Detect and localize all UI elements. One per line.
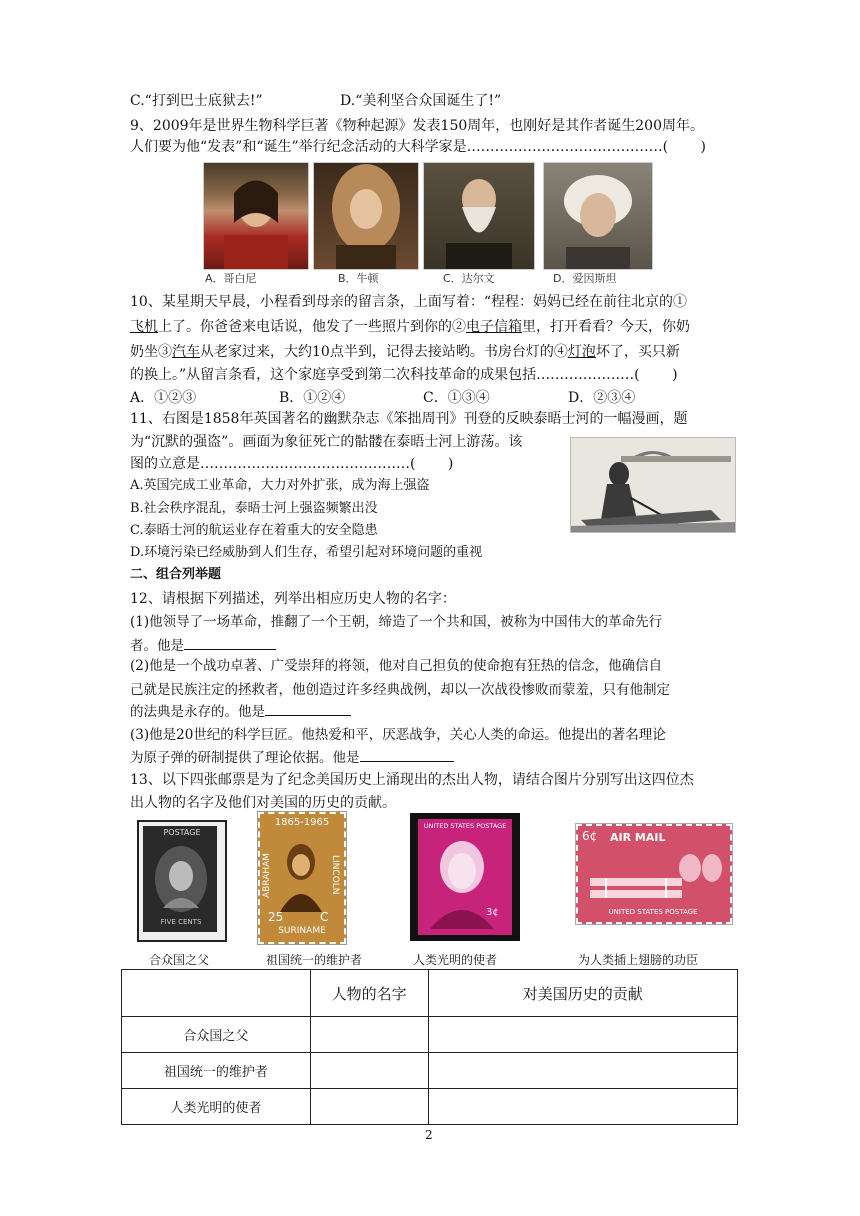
q10-line2 xyxy=(130,317,690,337)
stamp2-last-name: LINCOLN xyxy=(330,855,340,895)
q11-line2: 为“沉默的强盗”。画面为象征死亡的骷髅在泰晤士河上游荡。该 xyxy=(130,434,523,450)
stamp3-top-text: UNITED STATES POSTAGE xyxy=(423,822,507,830)
stamp3-value: 3¢ xyxy=(486,907,499,918)
table-row-label: 合众国之父 xyxy=(122,1017,311,1053)
q10-text: 里，打开看看？今天，你奶 xyxy=(522,319,690,335)
q12-p3-prefix: 为原子弹的研制提供了理论依据。他是 xyxy=(130,750,360,766)
q10-text: 从老家过来，大约10点半到，记得去接站哟。书房台灯的④ xyxy=(200,344,568,360)
contribution-answer-cell[interactable] xyxy=(428,1053,738,1089)
q12-answer-3-blank[interactable] xyxy=(360,747,454,762)
q13-line2: 出人物的名字及他们对美国的历史的贡献。 xyxy=(130,795,396,811)
q10-option-b: B．①②④ xyxy=(279,390,346,406)
darwin-figure xyxy=(424,163,534,269)
edison-stamp xyxy=(410,813,520,941)
einstein-portrait xyxy=(543,162,653,270)
q12-intro: 12、请根据下列描述，列举出相应历史人物的名字： xyxy=(130,591,456,607)
cartoon-drawing xyxy=(571,438,735,532)
q9-line2: 人们要为他“发表”和“诞生”举行纪念活动的大科学家是……………………………………( ) xyxy=(130,139,707,155)
newton-figure xyxy=(314,163,418,269)
q11-option-d: D.环境污染已经威胁到人们生存，希望引起对环境问题的重视 xyxy=(130,545,483,560)
table-row xyxy=(122,1089,738,1125)
q10-underline-email: 电子信箱 xyxy=(466,319,522,335)
q9-caption-b: B．牛顿 xyxy=(338,272,379,285)
q12-p2-line3 xyxy=(130,701,351,722)
q10-line3 xyxy=(130,342,680,362)
q12-p2-prefix: 的法典是永存的。他是 xyxy=(130,704,265,720)
washington-stamp xyxy=(137,820,227,942)
q12-p3-line2 xyxy=(130,747,454,768)
q12-p3-line1: (3)他是20世纪的科学巨匠。他热爱和平，厌恶战争，关心人类的命运。他提出的著名理论 xyxy=(130,727,666,743)
q12-p1-prefix: 者。他是 xyxy=(130,638,184,654)
page-number: 2 xyxy=(425,1128,433,1142)
name-answer-cell[interactable] xyxy=(310,1053,428,1089)
q10-underline-plane: 飞机 xyxy=(130,319,158,335)
table-header-name: 人物的名字 xyxy=(310,970,428,1017)
q10-line4: 的换上。”从留言条看，这个家庭享受到第二次科技革命的成果包括…………………( ) xyxy=(130,367,678,383)
answer-table xyxy=(121,969,738,1125)
stamp1-top-text: POSTAGE xyxy=(163,828,201,837)
stamp2-years: 1865-1965 xyxy=(274,817,330,828)
lincoln-portrait-icon xyxy=(276,832,326,912)
stamp-caption-1: 合众国之父 xyxy=(149,953,210,967)
q10-underline-bulb: 灯泡 xyxy=(567,344,596,360)
lincoln-stamp xyxy=(258,812,346,944)
stamp2-value: 25 xyxy=(268,910,284,924)
stamp1-bottom-text: FIVE CENTS xyxy=(160,918,202,926)
airplane-and-portraits-icon xyxy=(586,846,722,906)
table-row-label: 人类光明的使者 xyxy=(122,1089,311,1125)
q9-caption-d: D．爱因斯坦 xyxy=(553,272,617,285)
stamp-caption-4: 为人类插上翅膀的功臣 xyxy=(578,953,699,967)
copernicus-portrait xyxy=(203,162,309,270)
name-answer-cell[interactable] xyxy=(310,1017,428,1053)
stamp2-first-name: ABRAHAM xyxy=(262,852,272,898)
einstein-figure xyxy=(544,163,652,269)
q10-option-c: C．①③④ xyxy=(423,390,490,406)
table-header-row xyxy=(122,970,738,1017)
q12-answer-1-blank[interactable] xyxy=(184,635,276,650)
q10-option-a: A．①②③ xyxy=(130,390,197,406)
stamp2-unit: C xyxy=(320,910,329,924)
stamp2-country: SURINAME xyxy=(278,926,326,936)
washington-portrait-icon xyxy=(153,844,209,914)
stamp-caption-2: 祖国统一的维护者 xyxy=(266,953,363,967)
table-header-blank xyxy=(122,970,311,1017)
q10-text: 上了。你爸爸来电话说，他发了一些照片到你的② xyxy=(158,319,466,335)
q11-option-b: B.社会秩序混乱，泰晤士河上强盗频繁出没 xyxy=(130,501,378,516)
table-row-label: 祖国统一的维护者 xyxy=(122,1053,311,1089)
stamp-caption-3: 人类光明的使者 xyxy=(413,953,498,967)
q11-option-c: C.泰晤士河的航运业存在着重大的安全隐患 xyxy=(130,523,378,538)
wright-brothers-stamp xyxy=(576,824,732,924)
q12-p1-line1: (1)他领导了一场革命，推翻了一个王朝，缔造了一个共和国，被称为中国伟大的革命先行 xyxy=(130,614,663,630)
stamp4-value: 6¢ xyxy=(582,829,598,843)
q9-caption-a: A．哥白尼 xyxy=(205,272,257,285)
table-row xyxy=(122,1053,738,1089)
silent-highwayman-cartoon xyxy=(570,437,736,533)
q13-line1: 13、以下四张邮票是为了纪念美国历史上涌现出的杰出人物，请结合图片分别写出这四位杰 xyxy=(130,772,694,788)
q12-p1-line2 xyxy=(130,635,276,656)
q11-line1: 11、右图是1858年英国著名的幽默杂志《笨拙周刊》刊登的反映泰晤士河的一幅漫画，题 xyxy=(130,411,688,427)
q12-p2-line1: (2)他是一个战功卓著、广受崇拜的将领，他对自己担负的使命抱有狂热的信念，他确信自 xyxy=(130,658,663,674)
q9-caption-c: C．达尔文 xyxy=(443,272,495,285)
table-row xyxy=(122,1017,738,1053)
q10-text: 奶坐③ xyxy=(130,344,172,360)
darwin-portrait xyxy=(423,162,535,270)
q12-answer-2-blank[interactable] xyxy=(265,701,351,716)
q10-underline-car: 汽车 xyxy=(172,344,200,360)
newton-portrait xyxy=(313,162,419,270)
name-answer-cell[interactable] xyxy=(310,1089,428,1125)
q11-line3: 图的立意是………………………………………( ) xyxy=(130,456,454,472)
q11-option-a: A.英国完成工业革命，大力对外扩张，成为海上强盗 xyxy=(130,478,430,493)
q10-text: 坏了，买只新 xyxy=(595,344,680,360)
q8-option-c: C.“打到巴士底狱去!” xyxy=(130,93,263,109)
q9-line1: 9、2009年是世界生物科学巨著《物种起源》发表150周年，也刚好是其作者诞生200周年。 xyxy=(130,118,704,134)
stamp4-bottom-text: UNITED STATES POSTAGE xyxy=(608,908,698,916)
contribution-answer-cell[interactable] xyxy=(428,1089,738,1125)
table-header-contribution: 对美国历史的贡献 xyxy=(428,970,738,1017)
q10-line1: 10、某星期天早晨，小程看到母亲的留言条，上面写着：“程程：妈妈已经在前往北京的① xyxy=(130,294,687,310)
q8-option-d: D.“美利坚合众国诞生了!” xyxy=(340,93,502,109)
q12-p2-line2: 己就是民族注定的拯救者，他创造过许多经典战例，却以一次战役惨败而蒙羞，只有他制定 xyxy=(130,682,670,698)
copernicus-figure xyxy=(204,163,308,269)
stamp4-top-text: AIR MAIL xyxy=(610,831,666,844)
q10-option-d: D．②③④ xyxy=(568,390,636,406)
contribution-answer-cell[interactable] xyxy=(428,1017,738,1053)
section-2-heading: 二、组合列举题 xyxy=(130,567,222,582)
